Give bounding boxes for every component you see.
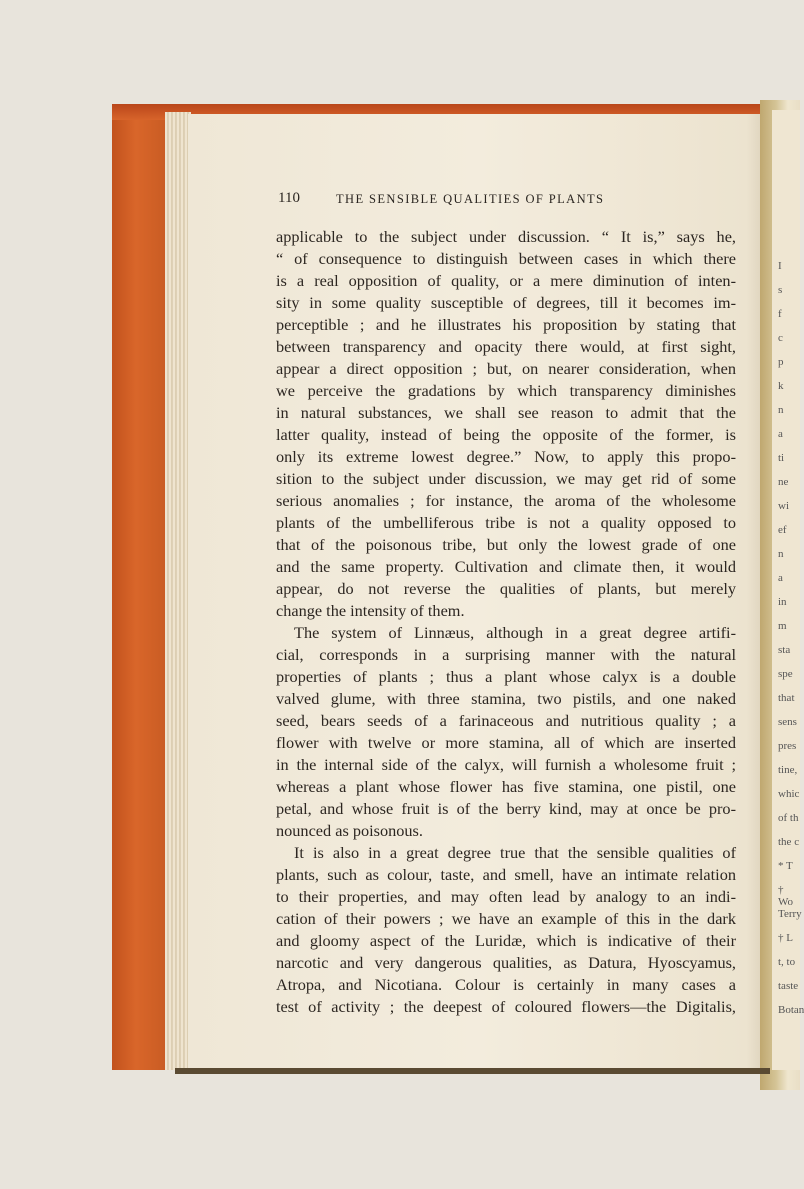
text-line: only its extreme lowest degree.” Now, to apply this propo-: [276, 447, 736, 466]
facing-page-fragment: of th: [778, 812, 799, 824]
facing-page-fragment: in: [778, 596, 787, 608]
text-line: nounced as poisonous.: [276, 821, 423, 840]
text-line: test of activity ; the deepest of coloured flowers—the Digitalis,: [276, 997, 736, 1016]
text-line: plants of the umbelliferous tribe is not a quality opposed to: [276, 513, 736, 532]
text-line: sition to the subject under discussion, we may get rid of some: [276, 469, 736, 488]
facing-page-fragment: * T: [778, 860, 793, 872]
facing-page-fragment: pres: [778, 740, 797, 752]
text-line: and the same property. Cultivation and climate then, it would: [276, 557, 736, 576]
facing-page-fragment: † L: [778, 932, 793, 944]
facing-page-fragment: ti: [778, 452, 785, 464]
facing-page-fragment: f: [778, 308, 782, 320]
facing-page-fragment: Terry: [778, 908, 802, 920]
facing-page-fragment: taste: [778, 980, 799, 992]
facing-page-fragment: wi: [778, 500, 789, 512]
facing-page-fragment: I: [778, 260, 782, 272]
text-line: It is also in a great degree true that the sensible qualities of: [294, 843, 736, 862]
facing-page-fragment: n: [778, 548, 784, 560]
text-line: cial, corresponds in a surprising manner with the natural: [276, 645, 736, 664]
text-line: in natural substances, we shall see reason to admit that the: [276, 403, 736, 422]
text-line: serious anomalies ; for instance, the aroma of the wholesome: [276, 491, 736, 510]
facing-page-fragment: tine,: [778, 764, 798, 776]
text-line: in the internal side of the calyx, will furnish a wholesome fruit ;: [276, 755, 736, 774]
facing-page-fragment: p: [778, 356, 784, 368]
facing-page-fragment: t, to: [778, 956, 796, 968]
facing-page-fragment: sta: [778, 644, 791, 656]
text-line: is a real opposition of quality, or a mere diminution of inten-: [276, 271, 736, 290]
facing-page-fragment: Botan: [778, 1004, 804, 1016]
text-line: we perceive the gradations by which transparency diminishes: [276, 381, 736, 400]
text-line: change the intensity of them.: [276, 601, 465, 620]
running-title: THE SENSIBLE QUALITIES OF PLANTS: [336, 192, 605, 206]
text-line: to their properties, and may often lead by analogy to an indi-: [276, 887, 736, 906]
book-cover-spine: [112, 110, 172, 1070]
facing-page-fragment: a: [778, 572, 783, 584]
text-line: flower with twelve or more stamina, all of which are inserted: [276, 733, 736, 752]
page-bottom-shadow: [175, 1068, 770, 1074]
text-line: appear a direct opposition ; but, on nearer consideration, when: [276, 359, 736, 378]
text-line: sity in some quality susceptible of degrees, till it becomes im-: [276, 293, 736, 312]
text-line: appear, do not reverse the qualities of plants, but merely: [276, 579, 736, 598]
text-line: whereas a plant whose flower has five stamina, one pistil, one: [276, 777, 736, 796]
text-line: cation of their powers ; we have an example of this in the dark: [276, 909, 736, 928]
facing-page-fragment: whic: [778, 788, 800, 800]
facing-page-fragment: s: [778, 284, 783, 296]
facing-page-fragment: † Wo: [778, 884, 794, 908]
text-line: properties of plants ; thus a plant whose calyx is a double: [276, 667, 736, 686]
facing-page-fragment: n: [778, 404, 784, 416]
facing-page-fragment: k: [778, 380, 784, 392]
facing-page-fragment: ef: [778, 524, 787, 536]
text-line: plants, such as colour, taste, and smell, have an intimate relation: [276, 865, 736, 884]
text-line: and gloomy aspect of the Luridæ, which is indicative of their: [276, 931, 736, 950]
facing-page-sliver: [772, 110, 804, 1070]
facing-page-fragment: m: [778, 620, 787, 632]
facing-page-fragment: the c: [778, 836, 800, 848]
text-line: that of the poisonous tribe, but only the lowest grade of one: [276, 535, 736, 554]
facing-page-fragment: c: [778, 332, 783, 344]
text-line: applicable to the subject under discussion. “ It is,” says he,: [276, 227, 736, 246]
text-line: petal, and whose fruit is of the berry kind, may at once be pro-: [276, 799, 736, 818]
facing-page-fragment: ne: [778, 476, 789, 488]
page-number: 110: [278, 190, 300, 206]
facing-page-fragment: sens: [778, 716, 797, 728]
facing-page-fragment: spe: [778, 668, 793, 680]
text-line: The system of Linnæus, although in a great degree artifi-: [294, 623, 736, 642]
text-line: narcotic and very dangerous qualities, as Datura, Hyoscyamus,: [276, 953, 736, 972]
text-line: “ of consequence to distinguish between cases in which there: [276, 249, 736, 268]
text-line: latter quality, instead of being the opposite of the former, is: [276, 425, 736, 444]
text-line: between transparency and opacity there would, at first sight,: [276, 337, 736, 356]
text-line: seed, bears seeds of a farinaceous and nutritious quality ; a: [276, 711, 736, 730]
body-text: [276, 226, 736, 1018]
text-line: Atropa, and Nicotiana. Colour is certainly in many cases a: [276, 975, 736, 994]
text-line: perceptible ; and he illustrates his proposition by stating that: [276, 315, 736, 334]
text-line: valved glume, with three stamina, two pistils, and one naked: [276, 689, 736, 708]
facing-page-fragment: that: [778, 692, 795, 704]
facing-page-fragment: a: [778, 428, 783, 440]
